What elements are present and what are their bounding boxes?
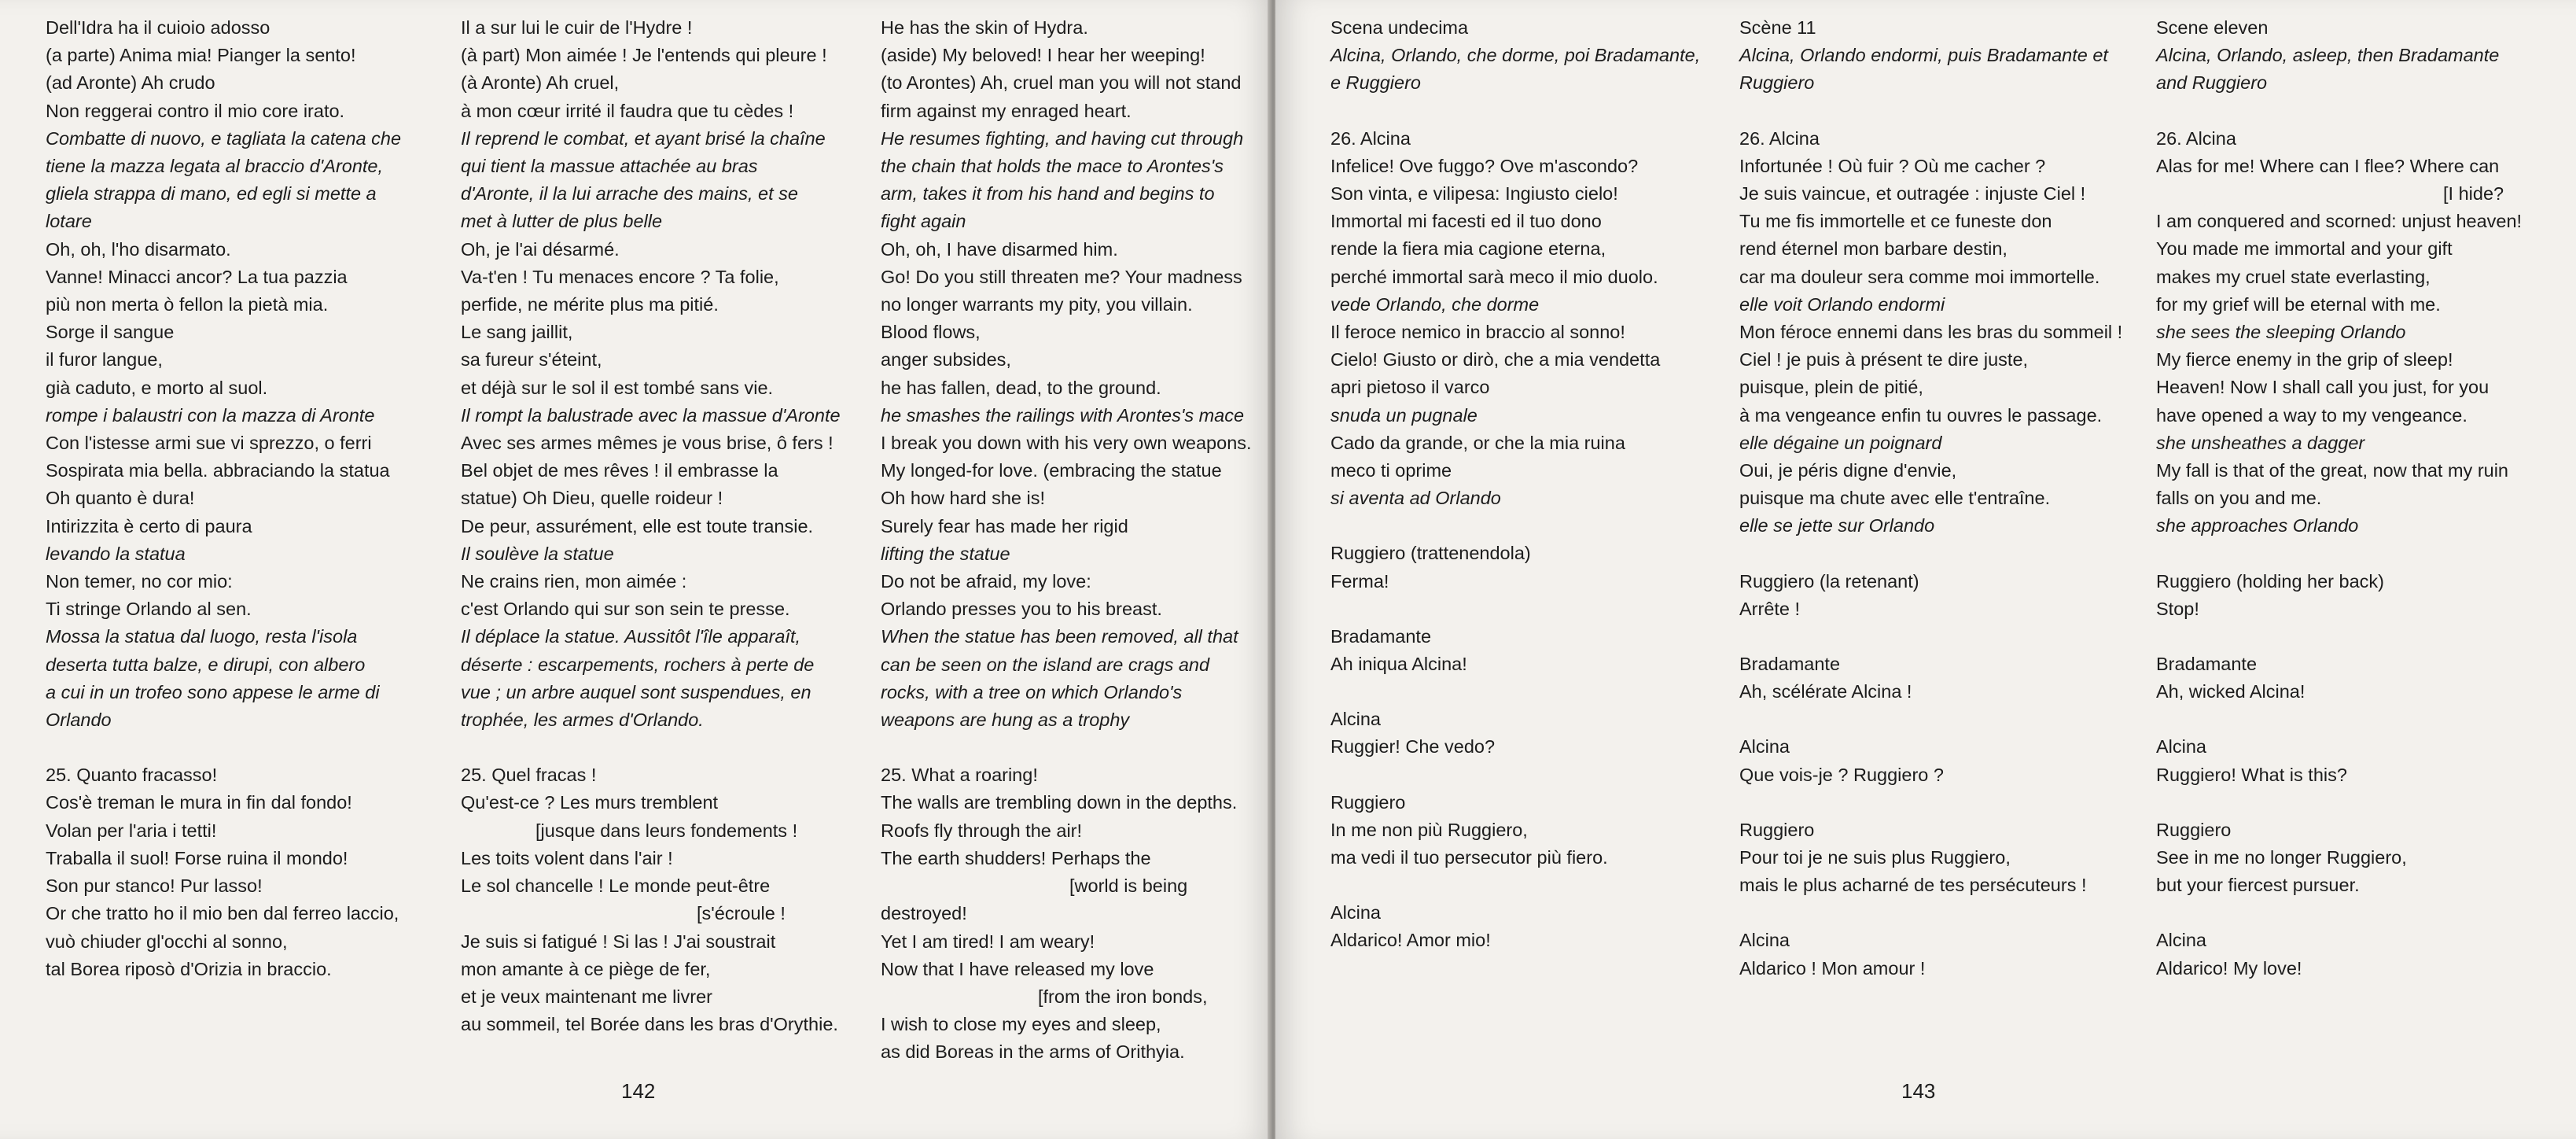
text-line: My longed-for love. (embracing the statue — [881, 460, 1222, 481]
text-line: Traballa il suol! Forse ruina il mondo! — [46, 847, 348, 868]
text-line: Sorge il sangue — [46, 322, 175, 343]
text-line: puisque ma chute avec elle t'entraîne. — [1739, 488, 2051, 509]
text-line: [from the iron bonds, — [1038, 986, 1208, 1007]
text-line: rompe i balaustri con la mazza di Aronte — [46, 404, 375, 426]
text-line: levando la statua — [46, 543, 186, 564]
text-line: she sees the sleeping Orlando — [2156, 322, 2406, 343]
text-line: Stop! — [2156, 598, 2199, 619]
text-line: Orlando — [46, 710, 112, 731]
text-line: Cado da grande, or che la mia ruina — [1330, 432, 1625, 453]
text-line: Alcina — [1330, 709, 1382, 730]
text-line: My fierce enemy in the grip of sleep! — [2156, 349, 2453, 370]
text-line — [1739, 789, 2122, 816]
text-line: Go! Do you still threaten me? Your madness — [881, 266, 1242, 287]
text-line: Je suis si fatigué ! Si las ! J'ai soustrait — [461, 931, 776, 952]
text-line: rend éternel mon barbare destin, — [1739, 238, 2007, 260]
text-line: anger subsides, — [881, 349, 1011, 370]
text-line: déserte : escarpements, rochers à perte de — [461, 654, 815, 675]
text-line: can be seen on the island are crags and — [881, 654, 1210, 675]
text-line: et je veux maintenant me livrer — [461, 986, 713, 1007]
text-line — [2156, 899, 2522, 927]
text-line — [46, 734, 401, 761]
text-line: vede Orlando, che dorme — [1330, 293, 1540, 315]
text-line: Cielo! Giusto or dirò, che a mia vendetta — [1330, 349, 1661, 370]
text-line — [1739, 899, 2122, 927]
text-line: See in me no longer Ruggiero, — [2156, 847, 2407, 868]
text-line: 25. Quanto fracasso! — [46, 765, 218, 786]
text-line: Il déplace la statue. Aussitôt l'île apparaît, — [461, 626, 801, 647]
text-line: Ciel ! je puis à présent te dire juste, — [1739, 349, 2029, 370]
text-line: Infelice! Ove fuggo? Ove m'ascondo? — [1330, 155, 1639, 176]
text-line: lotare — [46, 211, 92, 232]
text-line: gliela strappa di mano, ed egli si mette a — [46, 183, 377, 205]
page-number-right: 143 — [1901, 1079, 1936, 1103]
text-line: Ferma! — [1330, 570, 1389, 592]
text-line: Les toits volent dans l'air ! — [461, 847, 673, 868]
text-line — [1739, 540, 2122, 568]
text-line — [1330, 761, 1700, 789]
text-line: Now that I have released my love — [881, 958, 1154, 979]
text-line: [I hide? — [2443, 183, 2504, 205]
text-line — [1739, 623, 2122, 651]
text-line: Blood flows, — [881, 322, 981, 343]
text-line: vue ; un arbre auquel sont suspendues, en — [461, 681, 811, 702]
text-line: più non merta ò fellon la pietà mia. — [46, 294, 329, 315]
text-line: à mon cœur irrité il faudra que tu cèdes ! — [461, 100, 794, 121]
text-line: Roofs fly through the air! — [881, 820, 1083, 841]
text-line: Tu me fis immortelle et ce funeste don — [1739, 211, 2052, 232]
text-line: arm, takes it from his hand and begins to — [881, 183, 1215, 205]
text-line: The walls are trembling down in the depths. — [881, 792, 1238, 813]
text-line: The earth shudders! Perhaps the — [881, 847, 1151, 868]
text-line: [jusque dans leurs fondements ! — [535, 820, 798, 841]
text-line: Infortunée ! Où fuir ? Où me cacher ? — [1739, 155, 2046, 176]
text-line: lifting the statue — [881, 543, 1010, 564]
text-line: Ruggiero (la retenant) — [1739, 570, 1919, 592]
text-line: she unsheathes a dagger — [2156, 432, 2365, 453]
text-line: Volan per l'aria i tetti! — [46, 820, 217, 841]
text-line: 26. Alcina — [1739, 127, 1820, 149]
text-line: Alcina — [1330, 902, 1382, 923]
text-line: tal Borea riposò d'Orizia in braccio. — [46, 958, 332, 979]
text-line: Alcina — [2156, 736, 2207, 757]
text-line — [1330, 98, 1700, 125]
text-line: Oh, je l'ai désarmé. — [461, 238, 620, 260]
text-line: statue) Oh Dieu, quelle roideur ! — [461, 488, 723, 509]
text-line: Oh how hard she is! — [881, 488, 1045, 509]
text-line: ma vedi il tuo persecutor più fiero. — [1330, 847, 1608, 868]
text-line: makes my cruel state everlasting, — [2156, 266, 2431, 287]
text-line — [2156, 623, 2522, 651]
text-line: Ruggiero! What is this? — [2156, 764, 2347, 785]
text-line: Orlando presses you to his breast. — [881, 599, 1162, 620]
text-line: elle voit Orlando endormi — [1739, 293, 1945, 315]
text-line: à ma vengeance enfin tu ouvres le passage. — [1739, 404, 2103, 426]
text-line: Ruggiero — [1739, 819, 1815, 840]
text-line: no longer warrants my pity, you villain. — [881, 294, 1193, 315]
text-line: a cui in un trofeo sono appese le arme di — [46, 681, 380, 702]
text-line: Bradamante — [1739, 654, 1841, 675]
text-line: meco ti oprime — [1330, 460, 1452, 481]
text-line: Ruggier! Che vedo? — [1330, 736, 1496, 757]
text-line: Ruggiero — [1330, 791, 1406, 813]
text-line: elle se jette sur Orlando — [1739, 515, 1935, 536]
text-line: Or che tratto ho il mio ben dal ferreo laccio, — [46, 903, 399, 924]
text-line: Je suis vaincue, et outragée : injuste Ciel ! — [1739, 183, 2086, 205]
text-line: Qu'est-ce ? Les murs tremblent — [461, 792, 719, 813]
text-line: Son pur stanco! Pur lasso! — [46, 875, 263, 897]
text-line — [2156, 706, 2522, 733]
text-line: Oh, oh, l'ho disarmato. — [46, 238, 231, 260]
text-line — [2156, 540, 2522, 568]
text-line — [2156, 789, 2522, 816]
text-line: Alcina — [2156, 930, 2207, 951]
text-line: destroyed! — [881, 903, 967, 924]
text-line: Il feroce nemico in braccio al sonno! — [1330, 322, 1625, 343]
text-line: Ah iniqua Alcina! — [1330, 654, 1467, 675]
text-line: I wish to close my eyes and sleep, — [881, 1014, 1161, 1035]
text-line: Pour toi je ne suis plus Ruggiero, — [1739, 847, 2011, 868]
text-line: Il soulève la statue — [461, 543, 614, 564]
text-line: Il rompt la balustrade avec la massue d'Aronte — [461, 404, 841, 426]
text-line: rocks, with a tree on which Orlando's — [881, 681, 1183, 702]
text-line: 25. Quel fracas ! — [461, 765, 597, 786]
text-line: for my grief will be eternal with me. — [2156, 293, 2441, 315]
text-line — [881, 734, 1252, 761]
text-line: Ah, wicked Alcina! — [2156, 681, 2306, 702]
text-line: Mossa la statua dal luogo, resta l'isola — [46, 626, 358, 647]
text-line: Do not be afraid, my love: — [881, 571, 1091, 592]
text-line: Scene eleven — [2156, 17, 2269, 38]
text-line: Ruggiero (holding her back) — [2156, 570, 2384, 592]
text-line: Alcina, Orlando, asleep, then Bradamante — [2156, 45, 2500, 66]
text-line: 26. Alcina — [1330, 127, 1411, 149]
text-line — [1739, 98, 2122, 125]
text-line: Arrête ! — [1739, 598, 1801, 619]
text-line: Sospirata mia bella. abbraciando la statua — [46, 460, 390, 481]
text-line: si aventa ad Orlando — [1330, 488, 1501, 509]
text-line: già caduto, e morto al suol. — [46, 377, 268, 398]
text-line — [461, 734, 841, 761]
text-line: (to Arontes) Ah, cruel man you will not stand — [881, 72, 1242, 94]
italian-column-left — [46, 14, 401, 983]
text-line: Que vois-je ? Ruggiero ? — [1739, 764, 1944, 785]
text-line: Intirizzita è certo di paura — [46, 515, 252, 536]
text-line: Il reprend le combat, et ayant brisé la chaîne — [461, 127, 826, 149]
text-line: qui tient la massue attachée au bras — [461, 156, 758, 177]
text-line — [1330, 872, 1700, 899]
french-column-right — [1739, 14, 2122, 982]
text-line: firm against my enraged heart. — [881, 100, 1132, 121]
text-line: falls on you and me. — [2156, 488, 2322, 509]
text-line: Alas for me! Where can I flee? Where can — [2156, 155, 2500, 176]
text-line: au sommeil, tel Borée dans les bras d'Orythie. — [461, 1014, 838, 1035]
text-line: Alcina, Orlando, che dorme, poi Bradamante, — [1330, 45, 1701, 66]
text-line: Scène 11 — [1739, 17, 1816, 38]
text-line: Ruggiero (trattenendola) — [1330, 543, 1531, 564]
text-line: as did Boreas in the arms of Orithyia. — [881, 1041, 1185, 1063]
left-page — [0, 0, 1272, 1139]
text-line: Ruggiero — [2156, 819, 2232, 840]
text-line — [1330, 512, 1700, 540]
text-line: apri pietoso il varco — [1330, 377, 1490, 398]
text-line — [1739, 706, 2122, 733]
text-line: trophée, les armes d'Orlando. — [461, 710, 704, 731]
english-column-left — [881, 14, 1252, 1067]
text-line: Non reggerai contro il mio core irato. — [46, 100, 345, 121]
text-line: tiene la mazza legata al braccio d'Aronte, — [46, 156, 384, 177]
text-line: I am conquered and scorned: unjust heaven! — [2156, 211, 2523, 232]
text-line: Oui, je péris digne d'envie, — [1739, 460, 1957, 481]
right-page — [1275, 0, 2576, 1139]
text-line: il furor langue, — [46, 349, 163, 370]
text-line: (à part) Mon aimée ! Je l'entends qui pleure ! — [461, 45, 827, 66]
text-line: Ti stringe Orlando al sen. — [46, 599, 252, 620]
text-line: Bel objet de mes rêves ! il embrasse la — [461, 460, 778, 481]
text-line — [1330, 595, 1700, 623]
text-line: Alcina — [1739, 736, 1790, 757]
text-line: have opened a way to my vengeance. — [2156, 404, 2467, 426]
text-line: Son vinta, e vilipesa: Ingiusto cielo! — [1330, 183, 1618, 205]
text-line: [s'écroule ! — [697, 903, 786, 924]
text-line: Yet I am tired! I am weary! — [881, 931, 1095, 952]
text-line: My fall is that of the great, now that my ruin — [2156, 460, 2509, 481]
text-line: Il a sur lui le cuir de l'Hydre ! — [461, 17, 693, 38]
text-line: [world is being — [1069, 875, 1188, 897]
text-line: et déjà sur le sol il est tombé sans vie. — [461, 377, 774, 398]
text-line: Avec ses armes mêmes je vous brise, ô fers ! — [461, 433, 834, 454]
text-line — [2156, 98, 2522, 125]
text-line: mais le plus acharné de tes persécuteurs ! — [1739, 875, 2087, 896]
text-line: De peur, assurément, elle est toute transie. — [461, 515, 814, 536]
text-line: (a parte) Anima mia! Pianger la sento! — [46, 45, 356, 66]
text-line: Dell'Idra ha il cuioio adosso — [46, 17, 270, 38]
text-line: (ad Aronte) Ah crudo — [46, 72, 215, 94]
text-line: Va-t'en ! Tu menaces encore ? Ta folie, — [461, 266, 779, 287]
text-line: vuò chiuder gl'occhi al sonno, — [46, 931, 288, 952]
text-line: puisque, plein de pitié, — [1739, 377, 1923, 398]
text-line: (aside) My beloved! I hear her weeping! — [881, 45, 1205, 66]
text-line: Alcina, Orlando endormi, puis Bradamante et — [1739, 45, 2108, 66]
text-line: Aldarico ! Mon amour ! — [1739, 957, 1926, 979]
text-line: Aldarico! Amor mio! — [1330, 930, 1491, 951]
text-line: Mon féroce ennemi dans les bras du sommeil ! — [1739, 322, 2123, 343]
text-line: Ne crains rien, mon aimée : — [461, 571, 687, 592]
text-line: car ma douleur sera comme moi immortelle. — [1739, 266, 2100, 287]
text-line: When the statue has been removed, all that — [881, 626, 1238, 647]
text-line: (à Aronte) Ah cruel, — [461, 72, 620, 94]
text-line: and Ruggiero — [2156, 72, 2268, 94]
text-line: the chain that holds the mace to Arontes's — [881, 156, 1224, 177]
text-line: c'est Orlando qui sur son sein te presse. — [461, 599, 790, 620]
text-line: Con l'istesse armi sue vi sprezzo, o ferri — [46, 433, 372, 454]
text-line: elle dégaine un poignard — [1739, 432, 1942, 453]
text-line: Oh, oh, I have disarmed him. — [881, 238, 1118, 260]
text-line — [1330, 678, 1700, 706]
text-line: Le sol chancelle ! Le monde peut-être — [461, 875, 771, 897]
text-line: perché immortal sarà meco il mio duolo. — [1330, 266, 1658, 287]
text-line: Ah, scélérate Alcina ! — [1739, 681, 1912, 702]
text-line: Bradamante — [1330, 625, 1432, 647]
text-line: 25. What a roaring! — [881, 765, 1038, 786]
english-column-right — [2156, 14, 2522, 982]
text-line: Cos'è treman le mura in fin dal fondo! — [46, 792, 352, 813]
text-line: e Ruggiero — [1330, 72, 1421, 94]
text-line: Heaven! Now I shall call you just, for you — [2156, 377, 2490, 398]
text-line: Combatte di nuovo, e tagliata la catena che — [46, 127, 402, 149]
text-line: perfide, ne mérite plus ma pitié. — [461, 294, 719, 315]
text-line: d'Aronte, il la lui arrache des mains, et se — [461, 183, 799, 205]
text-line: 26. Alcina — [2156, 127, 2236, 149]
text-line: Surely fear has made her rigid — [881, 515, 1128, 536]
text-line: he smashes the railings with Arontes's mace — [881, 404, 1245, 426]
text-line: mon amante à ce piège de fer, — [461, 958, 711, 979]
text-line: Non temer, no cor mio: — [46, 571, 233, 592]
text-line: He resumes fighting, and having cut through — [881, 127, 1244, 149]
text-line: I break you down with his very own weapons. — [881, 433, 1252, 454]
italian-column-right — [1330, 14, 1700, 955]
text-line: In me non più Ruggiero, — [1330, 819, 1528, 840]
french-column-left — [461, 14, 841, 1038]
text-line: Bradamante — [2156, 654, 2258, 675]
text-line: Alcina — [1739, 930, 1790, 951]
text-line: Le sang jaillit, — [461, 322, 573, 343]
text-line: he has fallen, dead, to the ground. — [881, 377, 1161, 398]
text-line: Scena undecima — [1330, 17, 1469, 38]
text-line: weapons are hung as a trophy — [881, 710, 1130, 731]
text-line: Oh quanto è dura! — [46, 488, 195, 509]
text-line: snuda un pugnale — [1330, 404, 1478, 426]
text-line: she approaches Orlando — [2156, 515, 2359, 536]
text-line: Immortal mi facesti ed il tuo dono — [1330, 211, 1602, 232]
text-line: fight again — [881, 211, 966, 232]
text-line: You made me immortal and your gift — [2156, 238, 2453, 260]
page-number-left: 142 — [621, 1079, 656, 1103]
text-line: met à lutter de plus belle — [461, 211, 663, 232]
text-line: Aldarico! My love! — [2156, 957, 2302, 979]
text-line: rende la fiera mia cagione eterna, — [1330, 238, 1606, 260]
text-line: He has the skin of Hydra. — [881, 17, 1088, 38]
text-line: sa fureur s'éteint, — [461, 349, 602, 370]
text-line: deserta tutta balze, e dirupi, con albero — [46, 654, 366, 675]
text-line: Vanne! Minacci ancor? La tua pazzia — [46, 266, 348, 287]
text-line: Ruggiero — [1739, 72, 1815, 94]
text-line: but your fiercest pursuer. — [2156, 875, 2360, 896]
